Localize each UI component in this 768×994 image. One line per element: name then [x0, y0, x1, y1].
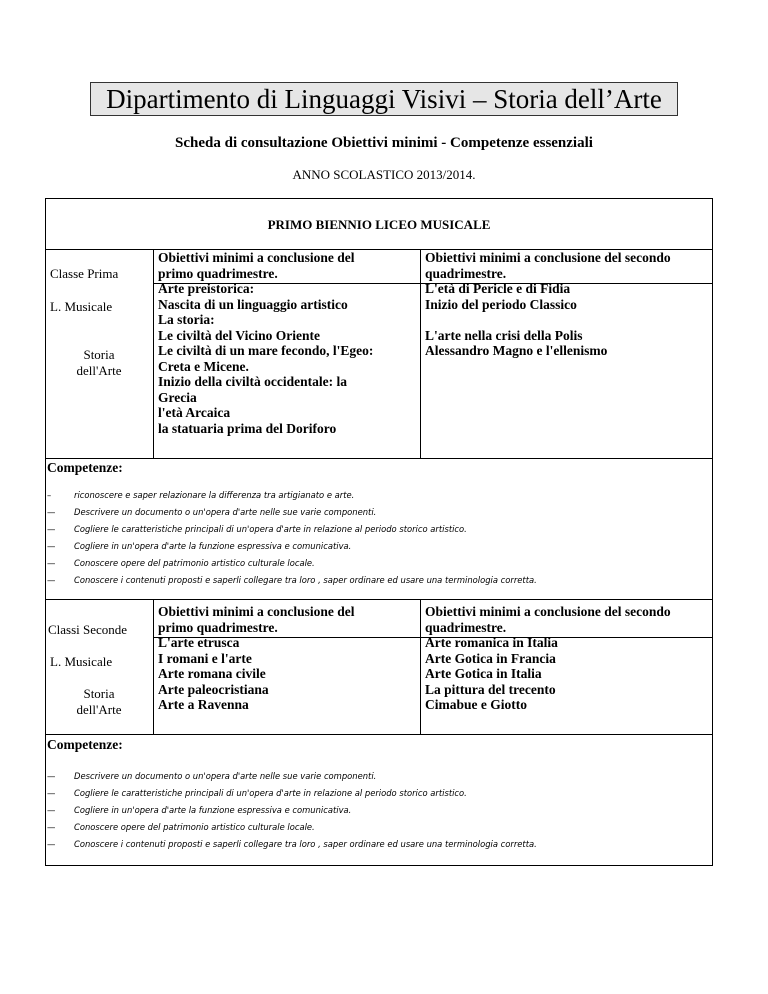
dash-bullet: — — [47, 805, 56, 815]
objective-line: Alessandro Magno e l'ellenismo — [425, 343, 608, 358]
table1-divider-right — [420, 249, 421, 458]
objective-line: Le civiltà del Vicino Oriente — [158, 327, 320, 343]
objective-line: La storia: — [158, 312, 215, 327]
competenza-item: — Conoscere opere del patrimonio artistico culturale locale. — [47, 819, 537, 836]
objective-line: L'arte etrusca — [158, 635, 240, 650]
dash-bullet: — — [47, 788, 56, 798]
objective-line: quadrimestre. — [425, 265, 507, 281]
objective-line: Inizio della civiltà occidentale: la — [158, 374, 347, 389]
objective-line: La pittura del trecento — [425, 681, 556, 697]
objective-line: Obiettivi minimi a conclusione del secondo — [425, 604, 671, 619]
objective-line: L'età di Pericle e di Fidia — [425, 281, 571, 296]
objective-line: Arte preistorica: — [158, 281, 255, 296]
document-subtitle: Scheda di consultazione Obiettivi minimi - Competenze essenziali — [175, 135, 593, 151]
table2-divider-right — [420, 599, 421, 734]
subject-line: dell'Arte — [76, 702, 122, 717]
objective-line: primo quadrimestre. — [158, 619, 278, 635]
objective-line: Arte Gotica in Italia — [425, 666, 542, 681]
table2-divider-left — [153, 599, 154, 734]
competenza-item: — Conoscere i contenuti proposti e saperli collegare tra loro , saper ordinare ed usare una terminologia corretta. — [47, 572, 537, 589]
second-term-objectives — [425, 604, 671, 713]
first-term-objectives — [158, 250, 373, 436]
dash-bullet: — — [47, 524, 56, 534]
objective-line: Arte Gotica in Francia — [425, 650, 556, 666]
competenza-item: — Descrivere un documento o un'opera d'arte nelle sue varie componenti. — [47, 504, 537, 521]
objective-line: Obiettivi minimi a conclusione del — [158, 604, 355, 619]
dash-bullet: — — [47, 558, 56, 568]
objective-line: Creta e Micene. — [158, 358, 249, 374]
second-term-objectives — [425, 250, 671, 359]
objective-line: Cimabue e Giotto — [425, 697, 527, 712]
competenze-heading: Competenze: — [47, 460, 123, 475]
subject-line: Storia — [83, 347, 115, 362]
competenza-item: — Cogliere le caratteristiche principali di un'opera d'arte in relazione al periodo storico artistico. — [47, 785, 537, 802]
competenze-list — [47, 768, 537, 853]
competenza-item: — Cogliere in un'opera d'arte la funzione espressiva e comunicativa. — [47, 802, 537, 819]
subject-name — [50, 347, 148, 379]
competenza-item: — Cogliere le caratteristiche principali di un'opera d'arte in relazione al periodo storico artistico. — [47, 521, 537, 538]
dash-bullet: — — [47, 839, 56, 849]
competenza-item: — Descrivere un documento o un'opera d'arte nelle sue varie componenti. — [47, 768, 537, 785]
objective-line: Arte a Ravenna — [158, 697, 249, 712]
objective-line: quadrimestre. — [425, 619, 507, 635]
dash-bullet: – — [47, 490, 52, 500]
objective-line: Nascita di un linguaggio artistico — [158, 296, 348, 312]
objective-line: Inizio del periodo Classico — [425, 296, 577, 312]
subject-line: dell'Arte — [76, 363, 122, 378]
course-name: L. Musicale — [50, 654, 113, 669]
competenza-item: — Cogliere in un'opera d'arte la funzione espressiva e comunicativa. — [47, 538, 537, 555]
subject-line: Storia — [83, 686, 115, 701]
school-year: ANNO SCOLASTICO 2013/2014. — [292, 167, 476, 182]
competenza-item: – riconoscere e saper relazionare la differenza tra artigianato e arte. — [47, 487, 537, 504]
table2-top-border — [45, 599, 713, 600]
competenza-item: — Conoscere i contenuti proposti e saperli collegare tra loro , saper ordinare ed usare una terminologia corretta. — [47, 836, 537, 853]
section-title: PRIMO BIENNIO LICEO MUSICALE — [267, 217, 491, 232]
dash-bullet: — — [47, 541, 56, 551]
first-term-objectives — [158, 604, 355, 713]
class-name: Classe Prima — [50, 266, 119, 281]
objective-line: primo quadrimestre. — [158, 265, 278, 281]
objective-line: l'età Arcaica — [158, 405, 231, 420]
objective-line: Arte romana civile — [158, 666, 266, 681]
dash-bullet: — — [47, 771, 56, 781]
table1-bottom-border — [45, 458, 713, 459]
objective-line: la statuaria prima del Doriforo — [158, 420, 337, 436]
objective-line: Obiettivi minimi a conclusione del secondo — [425, 250, 671, 265]
dash-bullet: — — [47, 575, 56, 585]
dash-bullet: — — [47, 507, 56, 517]
objective-line: Grecia — [158, 389, 197, 405]
competenza-item: — Conoscere opere del patrimonio artistico culturale locale. — [47, 555, 537, 572]
subject-name — [50, 686, 148, 718]
class-name: Classi Seconde — [48, 622, 128, 637]
table1-divider-left — [153, 249, 154, 458]
page-title: Dipartimento di Linguaggi Visivi – Storia dell’Arte — [90, 82, 678, 116]
course-name: L. Musicale — [50, 299, 113, 314]
objective-line: Arte romanica in Italia — [425, 635, 558, 650]
table2-bottom-border — [45, 734, 713, 735]
objective-line: L'arte nella crisi della Polis — [425, 327, 583, 343]
competenze-list — [47, 487, 537, 589]
objective-line: Arte paleocristiana — [158, 681, 269, 697]
objective-spacer — [425, 312, 671, 328]
objective-line: Le civiltà di un mare fecondo, l'Egeo: — [158, 343, 374, 358]
competenze-heading: Competenze: — [47, 737, 123, 752]
dash-bullet: — — [47, 822, 56, 832]
objective-line: I romani e l'arte — [158, 650, 252, 666]
objective-line: Obiettivi minimi a conclusione del — [158, 250, 355, 265]
